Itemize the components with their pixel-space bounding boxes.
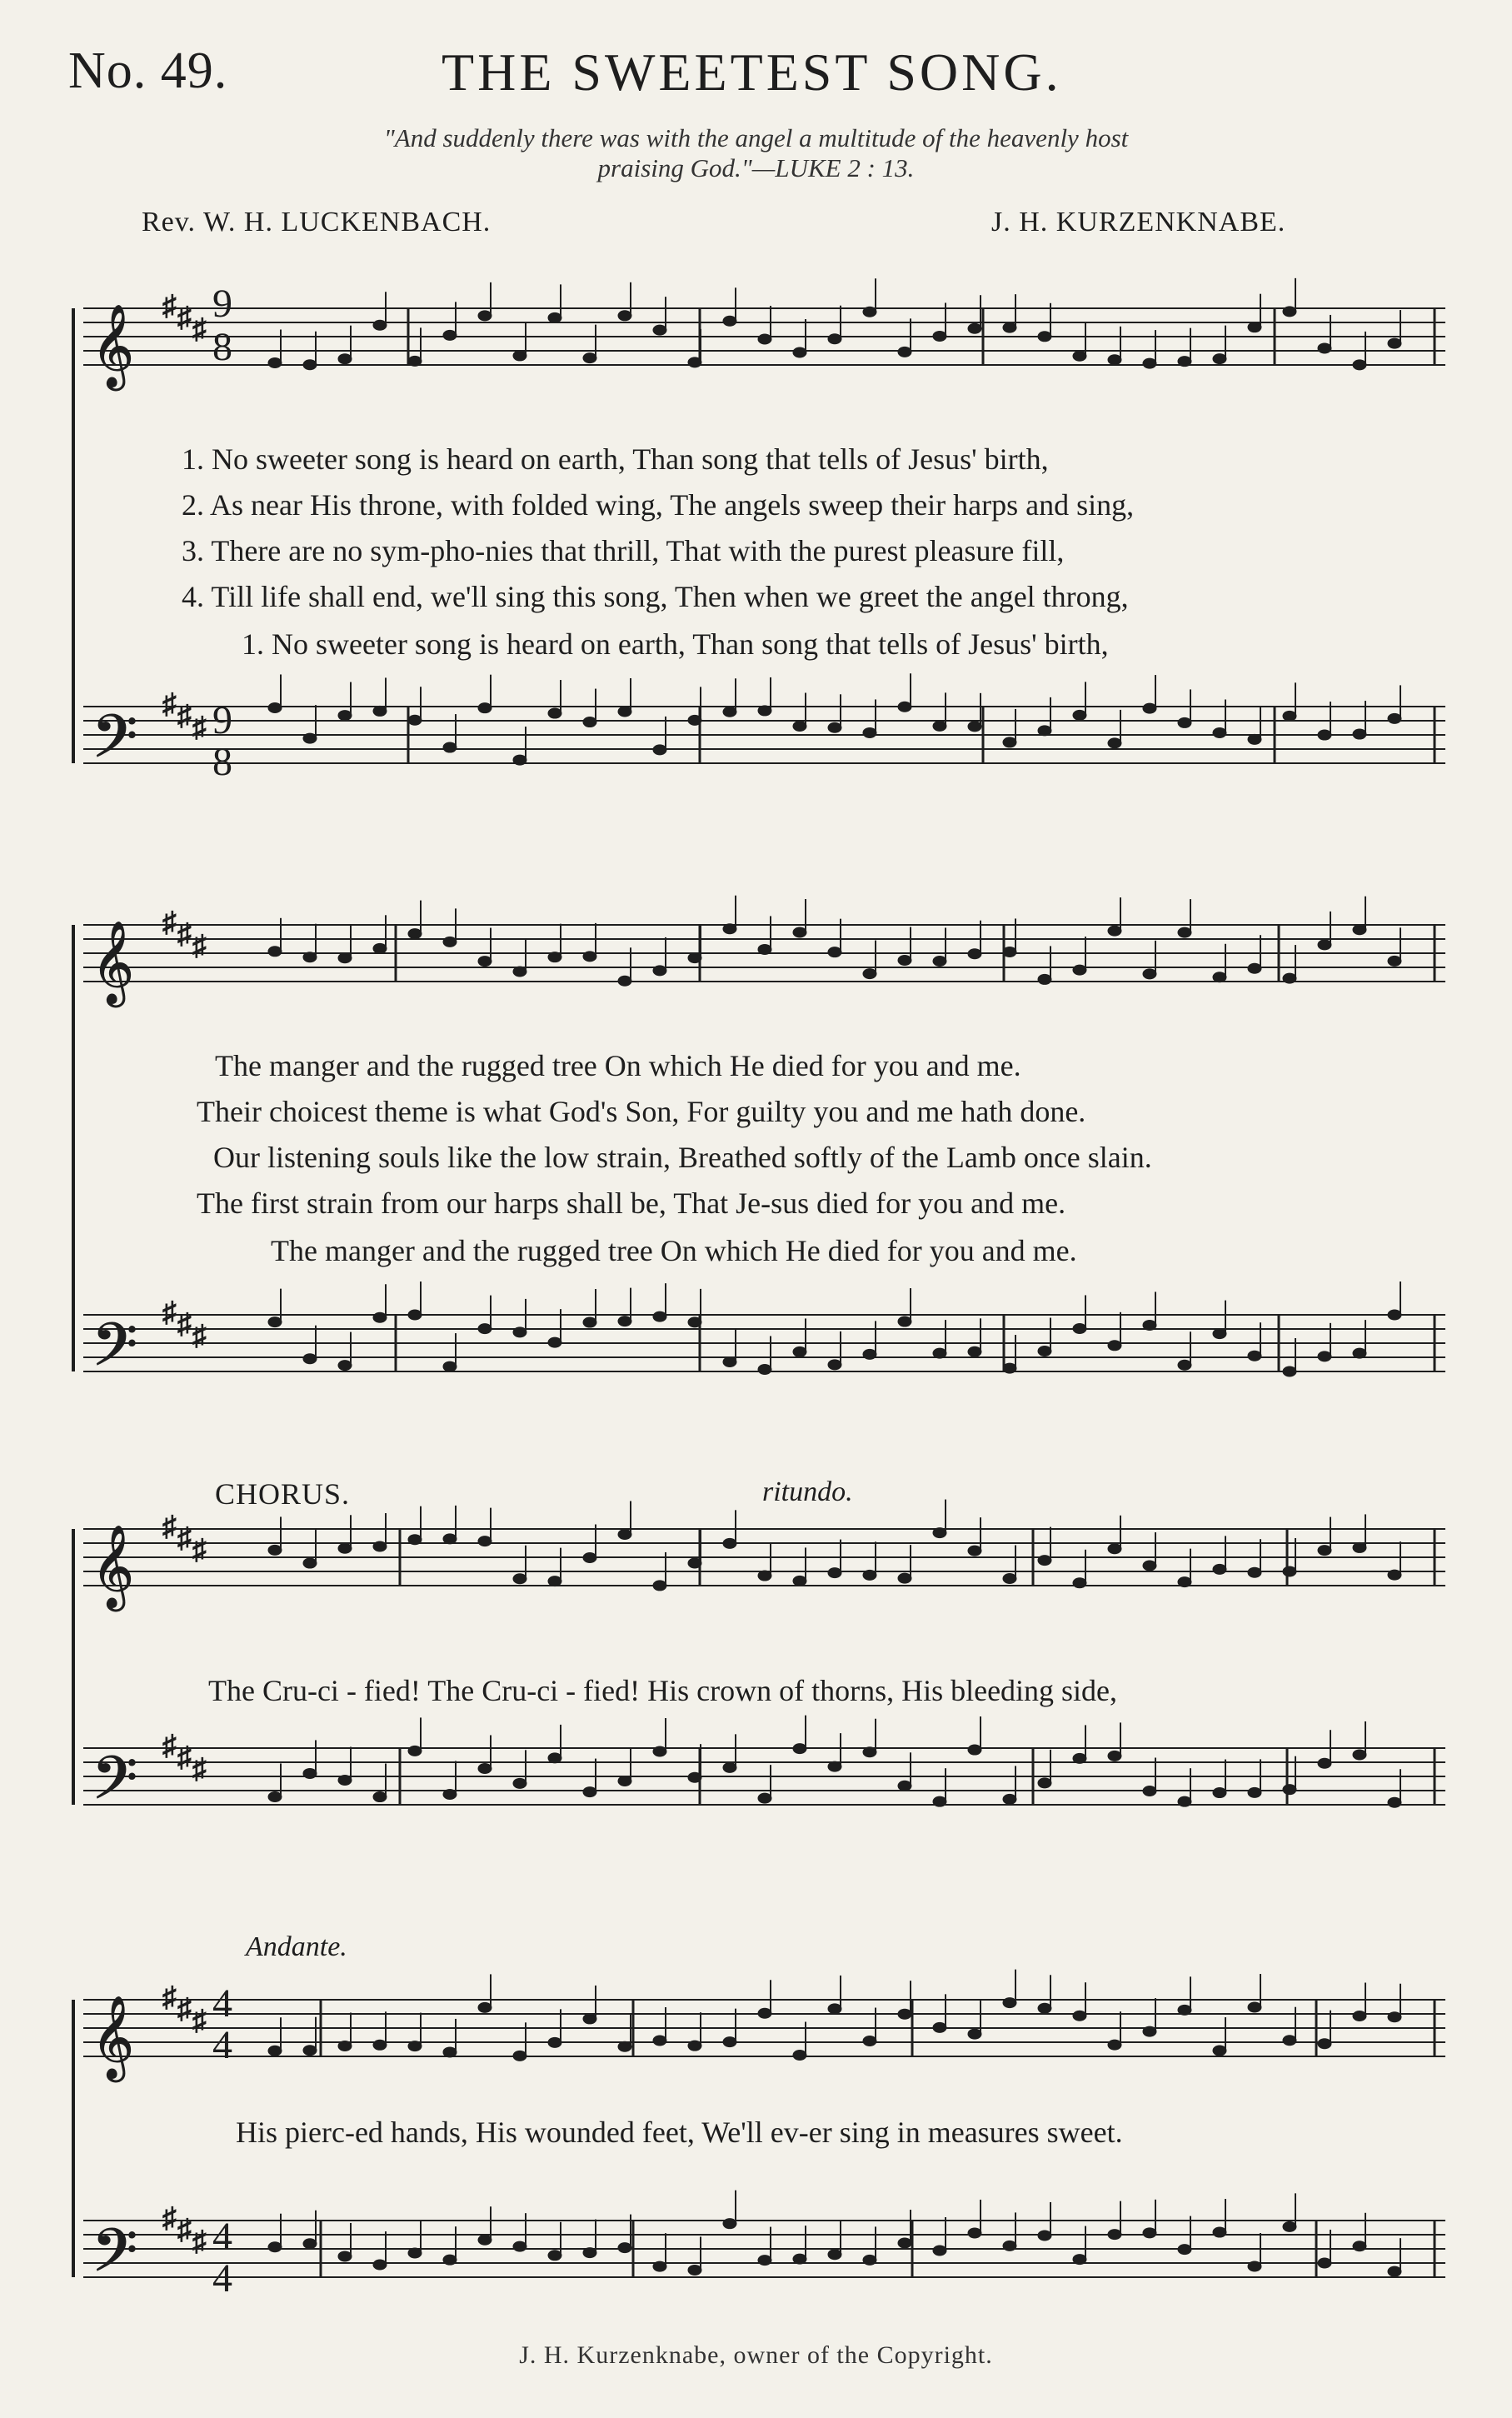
- bass-staff-2: [83, 1281, 1445, 1394]
- sharp-icon: ♯: [162, 1511, 177, 1542]
- epigraph-line-2: praising God."—LUKE 2 : 13.: [597, 153, 915, 182]
- andante-label: Andante.: [246, 1931, 347, 1962]
- sharp-icon: ♯: [162, 2203, 177, 2234]
- verse1-line-3: 3. There are no sym-pho-nies that thrill, That with the purest pleasure fill,: [182, 534, 1065, 567]
- treble-staff-3-clef-icon: 𝄞: [92, 1525, 134, 1608]
- sharp-icon: ♯: [162, 1731, 177, 1761]
- verse2-line-4: The first strain from our harps shall be, That Je-sus died for you and me.: [197, 1187, 1066, 1220]
- sharp-icon: ♯: [177, 1523, 192, 1554]
- sharp-icon: ♯: [177, 1309, 192, 1340]
- bass-staff-1-clef-icon: 𝄢: [92, 702, 138, 786]
- bass-staff-3: [83, 1716, 1445, 1827]
- treble-staff-2-clef-icon: 𝄞: [92, 921, 134, 1004]
- bass-staff-2-clef-icon: 𝄢: [92, 1311, 138, 1394]
- treble-staff-4-clef-icon: 𝄞: [92, 1996, 134, 2079]
- sharp-icon: ♯: [192, 1321, 207, 1351]
- sharp-icon: ♯: [162, 907, 177, 938]
- treble-staff-3: [83, 1500, 1445, 1611]
- time-sig-top-bass: 9: [212, 698, 232, 742]
- sharp-icon: ♯: [177, 1742, 192, 1773]
- sharp-icon: ♯: [177, 919, 192, 950]
- chorus-tempo-mark: ritundo.: [762, 1476, 853, 1507]
- sharp-icon: ♯: [192, 931, 207, 962]
- verse1-line-2: 2. As near His throne, with folded wing, The angels sweep their harps and sing,: [182, 488, 1135, 522]
- verse1-line-1: 1. No sweeter song is heard on earth, Than song that tells of Jesus' birth,: [182, 442, 1049, 476]
- sharp-icon: ♯: [192, 2226, 207, 2257]
- sharp-icon: ♯: [192, 1754, 207, 1785]
- chorus-lyric: The Cru-ci - fied! The Cru-ci - fied! His crown of thorns, His bleeding side,: [208, 1674, 1118, 1707]
- time-sig-bottom: 8: [212, 325, 232, 369]
- chorus-label: CHORUS.: [215, 1477, 351, 1511]
- bass-staff-3-notes: [268, 1716, 1401, 1808]
- sharp-icon: ♯: [162, 1297, 177, 1328]
- sharp-icon: ♯: [162, 689, 177, 720]
- sharp-icon: ♯: [192, 712, 207, 743]
- bass-staff-1-notes: [268, 673, 1401, 765]
- verse2-line-1: The manger and the rugged tree On which He died for you and me.: [215, 1049, 1021, 1082]
- epigraph-line-1: "And suddenly there was with the angel a multitude of the heavenly host: [383, 123, 1129, 152]
- verse1-line-4: 4. Till life shall end, we'll sing this song, Then when we greet the angel throng,: [182, 580, 1129, 613]
- composer-credit: J. H. KURZENKNABE.: [991, 207, 1286, 237]
- andante-time-top: 4: [212, 1981, 232, 2026]
- bass-staff-4-clef-icon: 𝄢: [92, 2216, 138, 2300]
- time-sig-top: 9: [212, 282, 232, 326]
- andante-time-top-bass: 4: [212, 2215, 232, 2259]
- sharp-icon: ♯: [177, 302, 192, 333]
- treble-staff-2-notes: [268, 896, 1401, 987]
- sharp-icon: ♯: [177, 2215, 192, 2246]
- sharp-icon: ♯: [177, 1994, 192, 2025]
- lyricist-credit: Rev. W. H. LUCKENBACH.: [142, 207, 492, 237]
- treble-staff-4-notes: [268, 1970, 1401, 2061]
- verse2-bass-line: The manger and the rugged tree On which He died for you and me.: [271, 1234, 1077, 1267]
- bass-staff-1: [83, 673, 1445, 786]
- andante-time-bottom: 4: [212, 2023, 232, 2067]
- verse2-line-2: Their choicest theme is what God's Son, For guilty you and me hath done.: [197, 1095, 1086, 1128]
- treble-staff-4: [83, 1970, 1445, 2082]
- bass-staff-3-clef-icon: 𝄢: [92, 1744, 138, 1827]
- time-sig-bottom-bass: 8: [212, 740, 232, 784]
- sharp-icon: ♯: [192, 1535, 207, 1566]
- sharp-icon: ♯: [192, 314, 207, 345]
- sharp-icon: ♯: [177, 701, 192, 732]
- treble-staff-3-notes: [268, 1500, 1401, 1591]
- copyright-footer: J. H. Kurzenknabe, owner of the Copyright.: [519, 2341, 993, 2369]
- andante-lyric: His pierc-ed hands, His wounded feet, We'll ev-er sing in measures sweet.: [236, 2116, 1123, 2149]
- sharp-icon: ♯: [192, 2006, 207, 2036]
- verse1-bass-line: 1. No sweeter song is heard on earth, Than song that tells of Jesus' birth,: [242, 627, 1109, 661]
- sharp-icon: ♯: [162, 1982, 177, 2013]
- sharp-icon: ♯: [162, 291, 177, 322]
- verse2-line-3: Our listening souls like the low strain, Breathed softly of the Lamb once slain.: [213, 1141, 1152, 1174]
- treble-staff-2: [83, 896, 1445, 1007]
- bass-staff-4: [83, 2191, 1445, 2300]
- treble-staff-1: [83, 278, 1445, 391]
- treble-staff-1-notes: [268, 278, 1401, 370]
- andante-time-bottom-bass: 4: [212, 2256, 232, 2301]
- hymn-title: THE SWEETEST SONG.: [442, 42, 1062, 102]
- hymn-number: No. 49.: [68, 42, 228, 99]
- treble-staff-1-clef-icon: 𝄞: [92, 304, 134, 387]
